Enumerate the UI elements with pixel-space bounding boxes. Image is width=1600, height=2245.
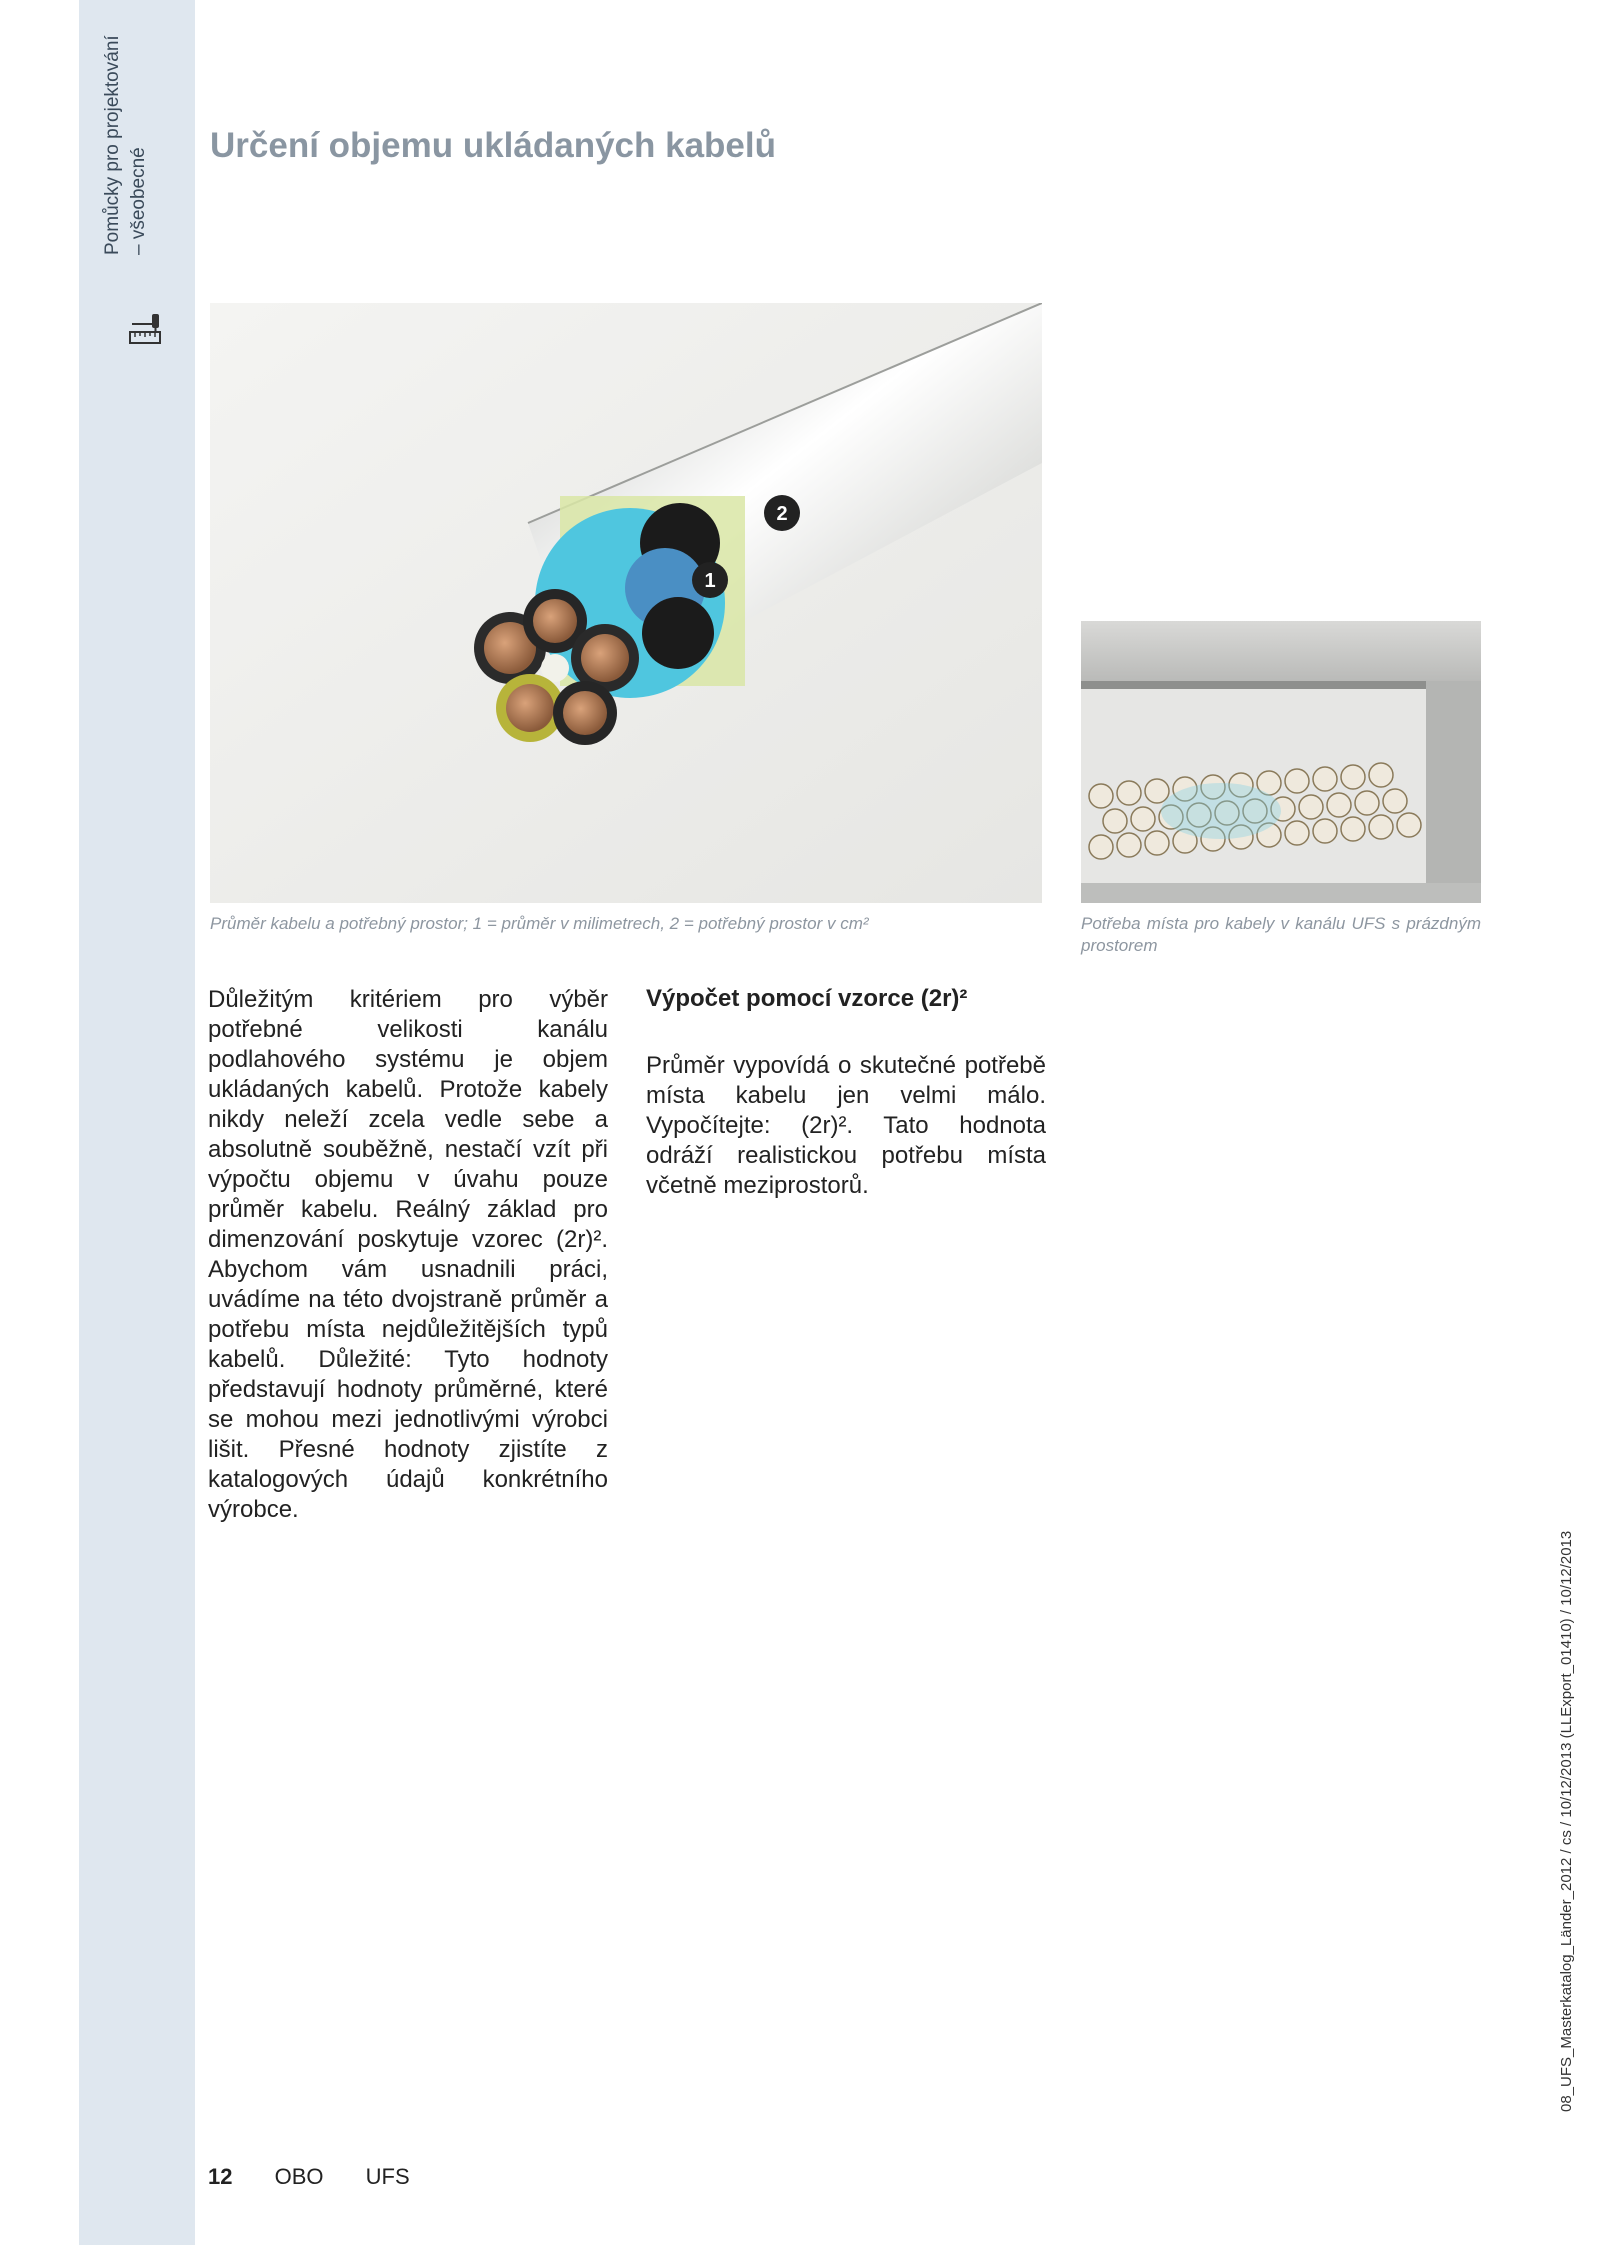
marker-1 [692,562,728,598]
page-title: Určení objemu ukládaných kabelů [210,126,776,165]
duct-cables-photo [1081,621,1481,903]
svg-text:1: 1 [704,570,716,592]
section-label: Pomůcky pro projektování – všeobecné [102,35,149,255]
product-name: UFS [365,2164,410,2189]
ruler-screwdriver-icon [128,312,162,346]
main-figure-caption: Průměr kabelu a potřebný prostor; 1 = průměr v milimetrech, 2 = potřebný prostor v cm² [210,914,869,933]
intro-paragraph: Důležitým kritériem pro výběr potřebné velikosti kanálu podlahového systému je objem ukládaných kabelů. Protože kabely nikdy neleží zcela vedle sebe a absolutně souběžně, nestačí vzít při výpočtu objemu v úvahu pouze průměr kabelu. Reálný základ pro dimenzování poskytuje vzorec (2r)². Abychom vám usnadnili práci, uvádíme na této dvojstraně průměr a potřebu místa nejdůležitějších typů kabelů. Důležité: Tyto hodnoty představují hodnoty průměrné, které se mohou mezi jednotlivými výrobci lišit. Přesné hodnoty zjistíte z katalogových údajů konkrétního výrobce. [208,986,608,1523]
svg-text:2: 2 [776,503,788,525]
formula-paragraph: Průměr vypovídá o skutečné potřebě místa kabelu jen velmi málo. Vypočítejte: (2r)². Tato hodnota odráží realistickou potřebu místa včetně meziprostorů. [646,1052,1046,1199]
formula-heading: Výpočet pomocí vzorce (2r)² [646,985,968,1012]
cable-diameter-photo [210,303,1042,903]
document-id: 08_UFS_Masterkatalog_Länder_2012 / cs / 10/12/2013 (LLExport_01410) / 10/12/2013 [1558,1530,1575,2112]
page-footer [208,2164,446,2190]
marker-2 [764,495,800,531]
page-number: 12 [208,2164,233,2189]
brand-name: OBO [274,2164,324,2189]
side-figure-caption: Potřeba místa pro kabely v kanálu UFS s prázdným prostorem [1081,914,1481,955]
